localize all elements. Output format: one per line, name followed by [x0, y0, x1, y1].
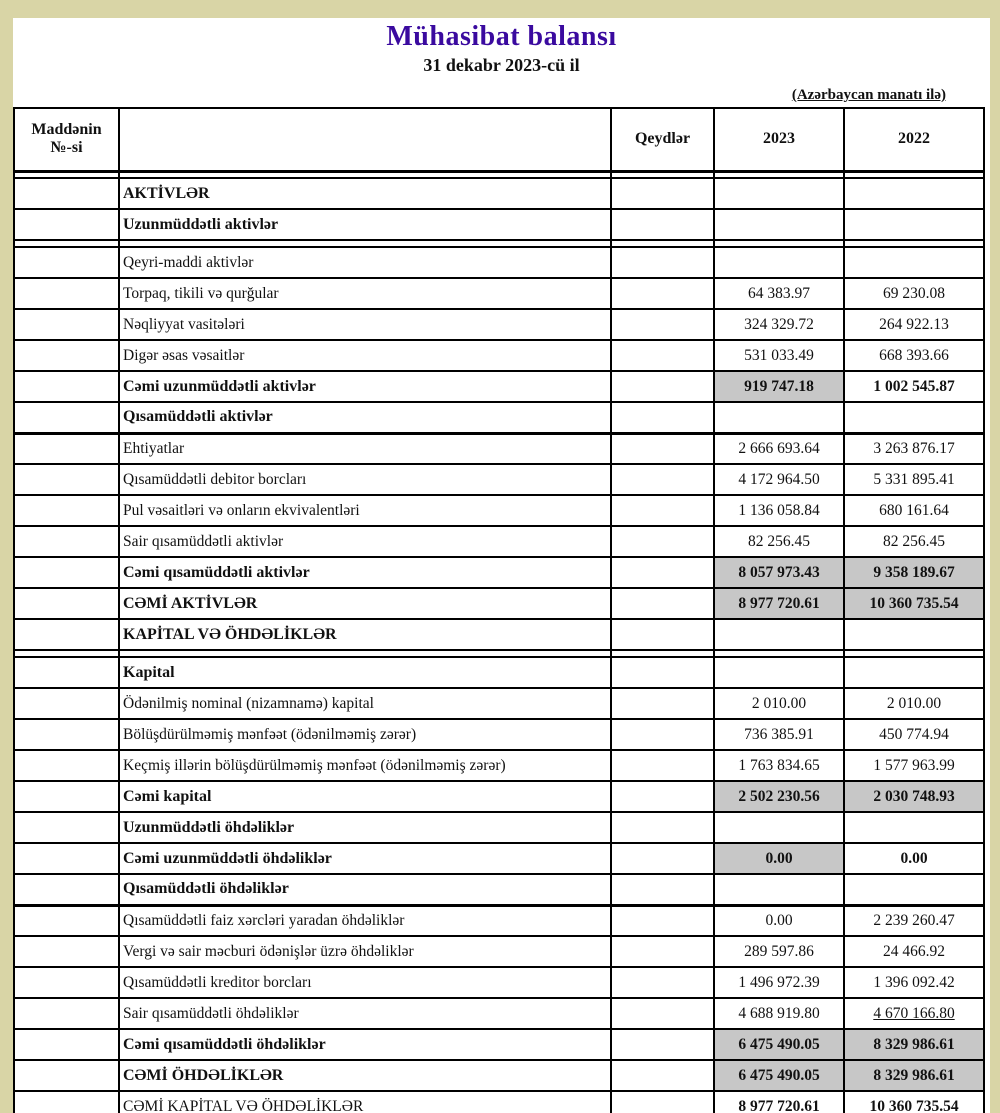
- row-label: Uzunmüddətli aktivlər: [119, 209, 611, 240]
- row-item-no: [14, 1060, 119, 1091]
- row-value-2023: 2 010.00: [714, 688, 844, 719]
- table-row: [14, 750, 984, 781]
- row-label: Sair qısamüddətli öhdəliklər: [119, 998, 611, 1029]
- table-row: [14, 657, 984, 688]
- row-value-2022: 69 230.08: [844, 278, 984, 309]
- row-notes: [611, 1029, 714, 1060]
- row-value-2022: 10 360 735.54: [844, 588, 984, 619]
- row-value-2023: [714, 657, 844, 688]
- row-value-2023: 4 688 919.80: [714, 998, 844, 1029]
- row-value-2023: [714, 247, 844, 278]
- table-header: [14, 108, 984, 171]
- row-value-2022: 1 577 963.99: [844, 750, 984, 781]
- spacer-cell: [119, 650, 611, 657]
- row-value-2022: 1 396 092.42: [844, 967, 984, 998]
- spacer-cell: [844, 240, 984, 247]
- spacer-row: [14, 240, 984, 247]
- row-value-2022: [844, 812, 984, 843]
- row-item-no: [14, 874, 119, 905]
- spacer-cell: [714, 240, 844, 247]
- row-value-2022: [844, 402, 984, 433]
- row-value-2022: 8 329 986.61: [844, 1060, 984, 1091]
- row-label: Kapital: [119, 657, 611, 688]
- row-notes: [611, 688, 714, 719]
- header-item-no-line2: №-si: [50, 139, 83, 157]
- table-row: [14, 178, 984, 209]
- row-label: Qeyri-maddi aktivlər: [119, 247, 611, 278]
- row-label: Digər əsas vəsaitlər: [119, 340, 611, 371]
- table-row: [14, 874, 984, 905]
- row-value-2022: 2 010.00: [844, 688, 984, 719]
- table-row: [14, 557, 984, 588]
- row-notes: [611, 402, 714, 433]
- row-notes: [611, 812, 714, 843]
- spacer-cell: [14, 650, 119, 657]
- row-value-2022: [844, 657, 984, 688]
- row-value-2023: 531 033.49: [714, 340, 844, 371]
- table-row: [14, 247, 984, 278]
- row-label: Pul vəsaitləri və onların ekvivalentləri: [119, 495, 611, 526]
- row-notes: [611, 619, 714, 650]
- row-value-2022: 450 774.94: [844, 719, 984, 750]
- row-notes: [611, 1060, 714, 1091]
- row-value-2023: 6 475 490.05: [714, 1029, 844, 1060]
- row-label: Torpaq, tikili və qurğular: [119, 278, 611, 309]
- table-row: [14, 1091, 984, 1113]
- row-value-2023: 8 977 720.61: [714, 1091, 844, 1113]
- table-row: [14, 209, 984, 240]
- row-label: CƏMİ ÖHDƏLİKLƏR: [119, 1060, 611, 1091]
- row-value-2023: 324 329.72: [714, 309, 844, 340]
- header-notes: Qeydlər: [611, 108, 714, 171]
- row-value-2022: 4 670 166.80: [844, 998, 984, 1029]
- row-label: Qısamüddətli debitor borcları: [119, 464, 611, 495]
- row-notes: [611, 967, 714, 998]
- row-value-2022: 24 466.92: [844, 936, 984, 967]
- row-item-no: [14, 340, 119, 371]
- row-value-2023: 2 502 230.56: [714, 781, 844, 812]
- row-label: Bölüşdürülməmiş mənfəət (ödənilməmiş zərər): [119, 719, 611, 750]
- row-item-no: [14, 495, 119, 526]
- spacer-cell: [611, 650, 714, 657]
- row-notes: [611, 588, 714, 619]
- row-label: Qısamüddətli faiz xərcləri yaradan öhdəliklər: [119, 905, 611, 936]
- row-label: Nəqliyyat vasitələri: [119, 309, 611, 340]
- row-value-2023: [714, 812, 844, 843]
- row-item-no: [14, 464, 119, 495]
- table-row: [14, 495, 984, 526]
- row-value-2023: 4 172 964.50: [714, 464, 844, 495]
- row-label: Qısamüddətli aktivlər: [119, 402, 611, 433]
- row-item-no: [14, 402, 119, 433]
- table-row: [14, 843, 984, 874]
- row-notes: [611, 278, 714, 309]
- table-row: [14, 719, 984, 750]
- spacer-cell: [611, 171, 714, 178]
- table-row: [14, 402, 984, 433]
- row-value-2022: 82 256.45: [844, 526, 984, 557]
- row-label: AKTİVLƏR: [119, 178, 611, 209]
- table-row: [14, 688, 984, 719]
- page-subtitle: 31 dekabr 2023-cü il: [423, 55, 580, 75]
- row-label: Qısamüddətli öhdəliklər: [119, 874, 611, 905]
- row-item-no: [14, 781, 119, 812]
- row-value-2023: [714, 402, 844, 433]
- row-value-2023: [714, 874, 844, 905]
- row-value-2022: [844, 619, 984, 650]
- table-row: [14, 526, 984, 557]
- row-notes: [611, 874, 714, 905]
- row-item-no: [14, 688, 119, 719]
- row-value-2023: 919 747.18: [714, 371, 844, 402]
- row-item-no: [14, 309, 119, 340]
- row-value-2022: 10 360 735.54: [844, 1091, 984, 1113]
- row-item-no: [14, 588, 119, 619]
- row-value-2022: [844, 178, 984, 209]
- row-value-2023: [714, 619, 844, 650]
- row-label: Cəmi uzunmüddətli öhdəliklər: [119, 843, 611, 874]
- row-value-2022: 680 161.64: [844, 495, 984, 526]
- row-notes: [611, 1091, 714, 1113]
- row-value-2023: 289 597.86: [714, 936, 844, 967]
- table-row: [14, 309, 984, 340]
- row-item-no: [14, 967, 119, 998]
- row-item-no: [14, 433, 119, 464]
- spacer-row: [14, 650, 984, 657]
- row-notes: [611, 178, 714, 209]
- row-value-2022: 8 329 986.61: [844, 1029, 984, 1060]
- balance-table-body: [14, 171, 984, 1113]
- balance-sheet-table: [13, 107, 985, 1113]
- spacer-cell: [714, 650, 844, 657]
- row-value-2023: 0.00: [714, 843, 844, 874]
- table-row: [14, 588, 984, 619]
- row-label: Ödənilmiş nominal (nizamnamə) kapital: [119, 688, 611, 719]
- row-notes: [611, 340, 714, 371]
- row-notes: [611, 209, 714, 240]
- row-label: Keçmiş illərin bölüşdürülməmiş mənfəət (ödənilməmiş zərər): [119, 750, 611, 781]
- row-item-no: [14, 905, 119, 936]
- row-notes: [611, 495, 714, 526]
- table-row: [14, 464, 984, 495]
- row-notes: [611, 464, 714, 495]
- row-notes: [611, 557, 714, 588]
- spacer-row: [14, 171, 984, 178]
- table-row: [14, 781, 984, 812]
- row-item-no: [14, 619, 119, 650]
- header-2022: 2022: [844, 108, 984, 171]
- row-label: Uzunmüddətli öhdəliklər: [119, 812, 611, 843]
- row-notes: [611, 719, 714, 750]
- row-notes: [611, 526, 714, 557]
- row-value-2023: 736 385.91: [714, 719, 844, 750]
- spacer-cell: [14, 240, 119, 247]
- row-value-2022: 2 239 260.47: [844, 905, 984, 936]
- header-item-no: [14, 108, 119, 171]
- row-item-no: [14, 812, 119, 843]
- row-item-no: [14, 178, 119, 209]
- row-notes: [611, 433, 714, 464]
- row-item-no: [14, 719, 119, 750]
- row-value-2023: 82 256.45: [714, 526, 844, 557]
- table-row: [14, 1029, 984, 1060]
- row-notes: [611, 843, 714, 874]
- table-row: [14, 905, 984, 936]
- spacer-cell: [844, 650, 984, 657]
- row-label: Cəmi qısamüddətli öhdəliklər: [119, 1029, 611, 1060]
- currency-note: (Azərbaycan manatı ilə): [791, 87, 946, 103]
- row-notes: [611, 371, 714, 402]
- table-row: [14, 433, 984, 464]
- table-row: [14, 998, 984, 1029]
- row-item-no: [14, 209, 119, 240]
- row-value-2023: 8 057 973.43: [714, 557, 844, 588]
- row-value-2022: [844, 247, 984, 278]
- spacer-cell: [119, 240, 611, 247]
- row-label: Cəmi uzunmüddətli aktivlər: [119, 371, 611, 402]
- row-value-2023: 1 763 834.65: [714, 750, 844, 781]
- row-label: CƏMİ AKTİVLƏR: [119, 588, 611, 619]
- row-value-2023: [714, 178, 844, 209]
- row-notes: [611, 936, 714, 967]
- row-value-2022: 0.00: [844, 843, 984, 874]
- row-label: Vergi və sair məcburi ödənişlər üzrə öhdəliklər: [119, 936, 611, 967]
- row-value-2023: 1 496 972.39: [714, 967, 844, 998]
- row-notes: [611, 750, 714, 781]
- table-row: [14, 371, 984, 402]
- row-notes: [611, 905, 714, 936]
- row-item-no: [14, 1091, 119, 1113]
- row-value-2023: 8 977 720.61: [714, 588, 844, 619]
- row-value-2022: [844, 874, 984, 905]
- row-item-no: [14, 557, 119, 588]
- table-row: [14, 278, 984, 309]
- row-item-no: [14, 998, 119, 1029]
- document-page: [13, 18, 990, 1113]
- table-row: [14, 1060, 984, 1091]
- row-label: KAPİTAL VƏ ÖHDƏLİKLƏR: [119, 619, 611, 650]
- header-item-no-line1: Maddənin: [31, 121, 102, 139]
- table-row: [14, 619, 984, 650]
- row-item-no: [14, 936, 119, 967]
- row-label: Ehtiyatlar: [119, 433, 611, 464]
- row-label: CƏMİ KAPİTAL VƏ ÖHDƏLİKLƏR: [119, 1091, 611, 1113]
- table-row: [14, 812, 984, 843]
- row-value-2022: 668 393.66: [844, 340, 984, 371]
- table-row: [14, 967, 984, 998]
- spacer-cell: [14, 171, 119, 178]
- row-value-2022: 1 002 545.87: [844, 371, 984, 402]
- page-title: Mühasibat balansı: [386, 21, 617, 52]
- row-value-2023: 0.00: [714, 905, 844, 936]
- row-label: Qısamüddətli kreditor borcları: [119, 967, 611, 998]
- table-header-row: [14, 108, 984, 171]
- spacer-cell: [714, 171, 844, 178]
- row-item-no: [14, 843, 119, 874]
- row-value-2023: 2 666 693.64: [714, 433, 844, 464]
- header-2023: 2023: [714, 108, 844, 171]
- table-row: [14, 936, 984, 967]
- row-item-no: [14, 526, 119, 557]
- row-item-no: [14, 750, 119, 781]
- table-row: [14, 340, 984, 371]
- row-value-2023: [714, 209, 844, 240]
- row-item-no: [14, 278, 119, 309]
- row-item-no: [14, 371, 119, 402]
- row-item-no: [14, 247, 119, 278]
- row-item-no: [14, 657, 119, 688]
- spacer-cell: [611, 240, 714, 247]
- row-value-2023: 64 383.97: [714, 278, 844, 309]
- row-value-2022: 264 922.13: [844, 309, 984, 340]
- row-value-2023: 6 475 490.05: [714, 1060, 844, 1091]
- row-label: Cəmi kapital: [119, 781, 611, 812]
- row-value-2022: 9 358 189.67: [844, 557, 984, 588]
- row-notes: [611, 309, 714, 340]
- row-label: Cəmi qısamüddətli aktivlər: [119, 557, 611, 588]
- row-value-2022: 5 331 895.41: [844, 464, 984, 495]
- row-value-2022: 2 030 748.93: [844, 781, 984, 812]
- row-label: Sair qısamüddətli aktivlər: [119, 526, 611, 557]
- row-notes: [611, 781, 714, 812]
- row-value-2022: [844, 209, 984, 240]
- row-notes: [611, 247, 714, 278]
- row-notes: [611, 998, 714, 1029]
- spacer-cell: [119, 171, 611, 178]
- header-description: [119, 108, 611, 171]
- row-value-2023: 1 136 058.84: [714, 495, 844, 526]
- row-notes: [611, 657, 714, 688]
- row-value-2022: 3 263 876.17: [844, 433, 984, 464]
- row-item-no: [14, 1029, 119, 1060]
- spacer-cell: [844, 171, 984, 178]
